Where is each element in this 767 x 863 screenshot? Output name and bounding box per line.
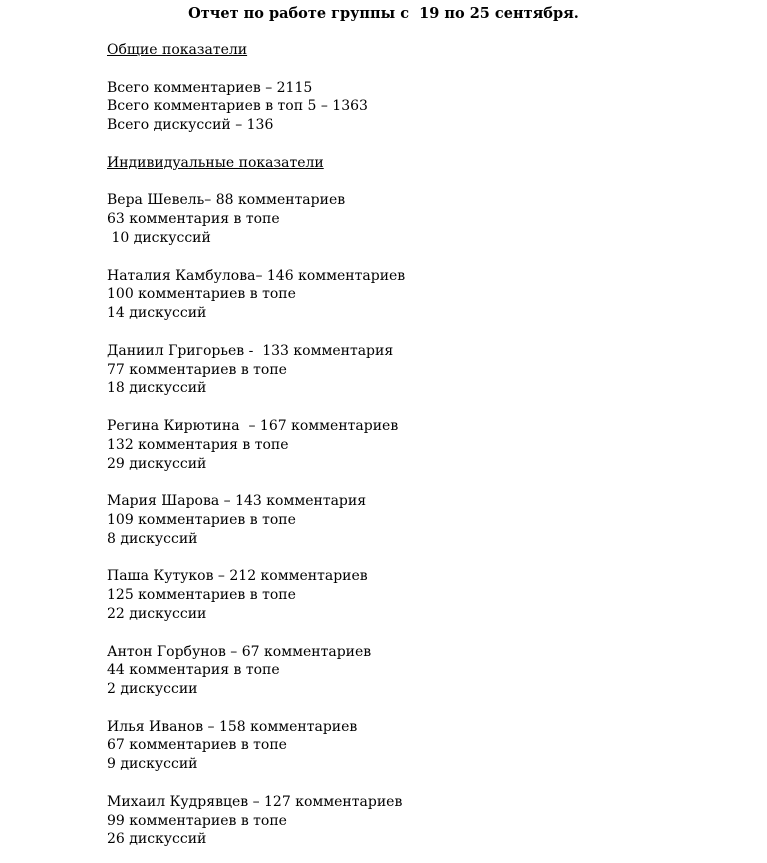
person-summary: Михаил Кудрявцев – 127 комментариев — [107, 793, 403, 810]
person-top-comments: 100 комментариев в топе — [107, 286, 296, 303]
person-entry — [107, 342, 747, 398]
spacer — [107, 135, 747, 154]
person-entry — [107, 267, 747, 323]
person-top-comments: 67 комментариев в топе — [107, 737, 287, 754]
person-top-comments: 132 комментария в топе — [107, 436, 289, 453]
person-discussions: 10 дискуссий — [107, 229, 211, 246]
person-discussions: 8 дискуссий — [107, 530, 198, 547]
individual-heading: Индивидуальные показатели — [107, 154, 324, 171]
person-top-comments: 77 комментариев в топе — [107, 361, 287, 378]
person-discussions: 26 дискуссий — [107, 831, 207, 848]
person-summary: Вера Шевель– 88 комментариев — [107, 192, 346, 209]
person-summary: Паша Кутуков – 212 комментариев — [107, 568, 368, 585]
person-top-comments: 99 комментариев в топе — [107, 812, 287, 829]
person-top-comments: 125 комментариев в топе — [107, 587, 296, 604]
person-discussions: 22 дискуссии — [107, 605, 207, 622]
person-discussions: 29 дискуссий — [107, 455, 207, 472]
spacer — [107, 173, 747, 192]
person-top-comments: 44 комментария в топе — [107, 662, 280, 679]
document-body — [107, 41, 747, 849]
person-discussions: 2 дискуссии — [107, 681, 198, 698]
person-entry — [107, 793, 747, 849]
individual-list — [107, 191, 747, 849]
person-entry — [107, 191, 747, 247]
spacer — [107, 60, 747, 79]
document-title: Отчет по работе группы с 19 по 25 сентября. — [188, 5, 579, 22]
person-discussions: 14 дискуссий — [107, 305, 207, 322]
person-summary: Наталия Камбулова– 146 комментариев — [107, 267, 406, 284]
person-summary: Регина Кирютина – 167 комментариев — [107, 417, 399, 434]
person-entry — [107, 417, 747, 473]
person-top-comments: 109 комментариев в топе — [107, 511, 296, 528]
person-discussions: 18 дискуссий — [107, 380, 207, 397]
person-summary: Антон Горбунов – 67 комментариев — [107, 643, 372, 660]
general-stats — [107, 79, 747, 135]
person-entry — [107, 492, 747, 548]
person-summary: Даниил Григорьев - 133 комментария — [107, 342, 394, 359]
person-entry — [107, 718, 747, 774]
total-comments: Всего комментариев – 2115 — [107, 79, 313, 96]
person-summary: Мария Шарова – 143 комментария — [107, 493, 367, 510]
person-entry — [107, 567, 747, 623]
person-entry — [107, 643, 747, 699]
total-discussions: Всего дискуссий – 136 — [107, 117, 274, 134]
person-top-comments: 63 комментария в топе — [107, 211, 280, 228]
general-heading: Общие показатели — [107, 42, 248, 58]
person-summary: Илья Иванов – 158 комментариев — [107, 718, 358, 735]
total-top5-comments: Всего комментариев в топ 5 – 1363 — [107, 98, 368, 115]
person-discussions: 9 дискуссий — [107, 756, 198, 773]
